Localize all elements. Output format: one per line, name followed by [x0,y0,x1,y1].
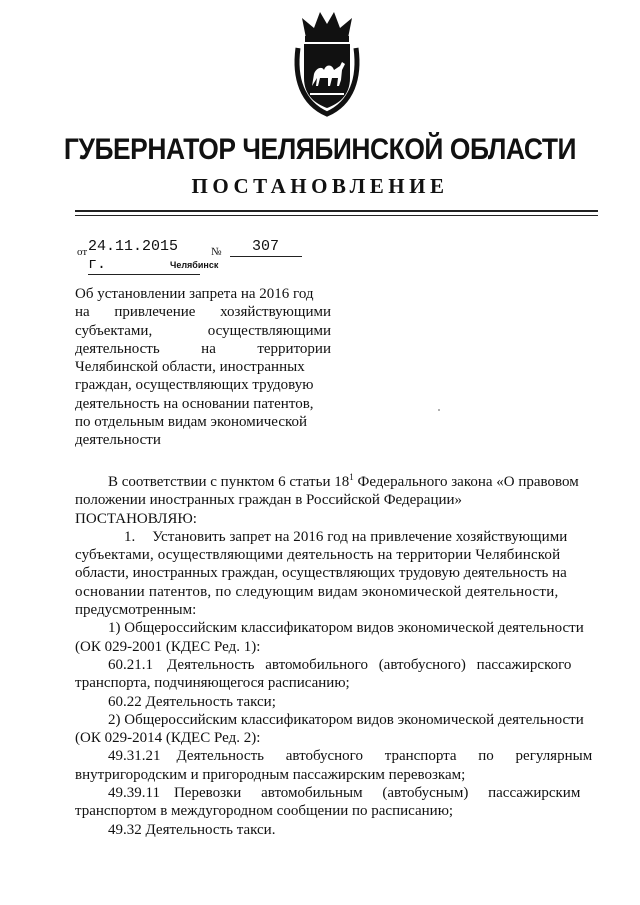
classifier-1-line: 1) Общероссийским классификатором видов экономической деятельности [108,620,584,637]
classifier-2-line: (ОК 029-2014 (КДЕС Ред. 2): [75,730,261,747]
header-divider-thin [75,215,598,216]
activity-code-line: 49.32 Деятельность такси. [108,821,276,838]
classifier-2-line: 2) Общероссийским классификатором видов экономической деятельности [108,711,584,728]
document-number: 307 [230,238,302,257]
decree-keyword: ПОСТАНОВЛЯЮ: [75,510,197,527]
classifier-1-line: (ОК 029-2001 (КДЕС Ред. 1): [75,638,261,655]
document-date: 24.11.2015 г. [88,238,200,275]
scan-speck [438,409,440,411]
document-body [75,472,593,839]
clause-1-line: области, иностранных граждан, осуществляющих трудовую деятельность на [75,565,567,582]
clause-1-line: субъектами, осуществляющими деятельность на территории Челябинской [75,547,561,564]
city-label: Челябинск [170,260,219,270]
activity-code-line: 49.39.11 Перевозки автомобильным (автобусным) пассажирским [108,785,581,802]
subject-line: субъектами, осуществляющими [75,322,331,339]
activity-code-line: 60.22 Деятельность такси; [108,693,276,710]
activity-code-line: внутригородским и пригородным пассажирским перевозкам; [75,766,466,783]
date-prefix-label: от [77,246,88,258]
activity-code-line: 49.31.21 Деятельность автобусного транспорта по регулярным [108,748,593,765]
subject-line: деятельность на основании патентов, [75,395,314,412]
clause-1-line: основании патентов, по следующим видам экономической деятельности, [75,583,559,600]
intro-paragraph-line: В соответствии с пунктом 6 статьи $18^1$ Федерального закона «О правовом [108,472,579,490]
subject-line: деятельность на территории [75,340,331,357]
subject-line: по отдельным видам экономической [75,414,308,431]
subject-line: граждан, осуществляющих трудовую [75,377,314,394]
page-title: ГУБЕРНАТОР ЧЕЛЯБИНСКОЙ ОБЛАСТИ [63,133,577,166]
subject-line: деятельности [75,432,161,449]
number-sign-label: № [211,246,222,258]
subject-line: Об установлении запрета на 2016 год [75,286,314,302]
subject-line: Челябинской области, иностранных [75,359,305,376]
intro-paragraph-line: положении иностранных граждан в Российской Федерации» [75,492,463,509]
header-divider-thick [75,210,598,212]
clause-1-line: 1. Установить запрет на 2016 год на привлечение хозяйствующими [124,528,568,545]
activity-code-line: 60.21.1 Деятельность автомобильного (автобусного) пассажирского [108,656,572,673]
document-subject [75,285,331,450]
clause-1-line: предусмотренным: [75,602,197,619]
activity-code-line: транспорта, подчиняющегося расписанию; [75,675,350,692]
activity-code-line: транспортом в междугородном сообщении по расписанию; [75,803,454,820]
document-type-heading: ПОСТАНОВЛЕНИЕ [191,174,449,198]
subject-line: на привлечение хозяйствующими [75,304,331,321]
chelyabinsk-coat-of-arms-emblem [292,8,362,118]
